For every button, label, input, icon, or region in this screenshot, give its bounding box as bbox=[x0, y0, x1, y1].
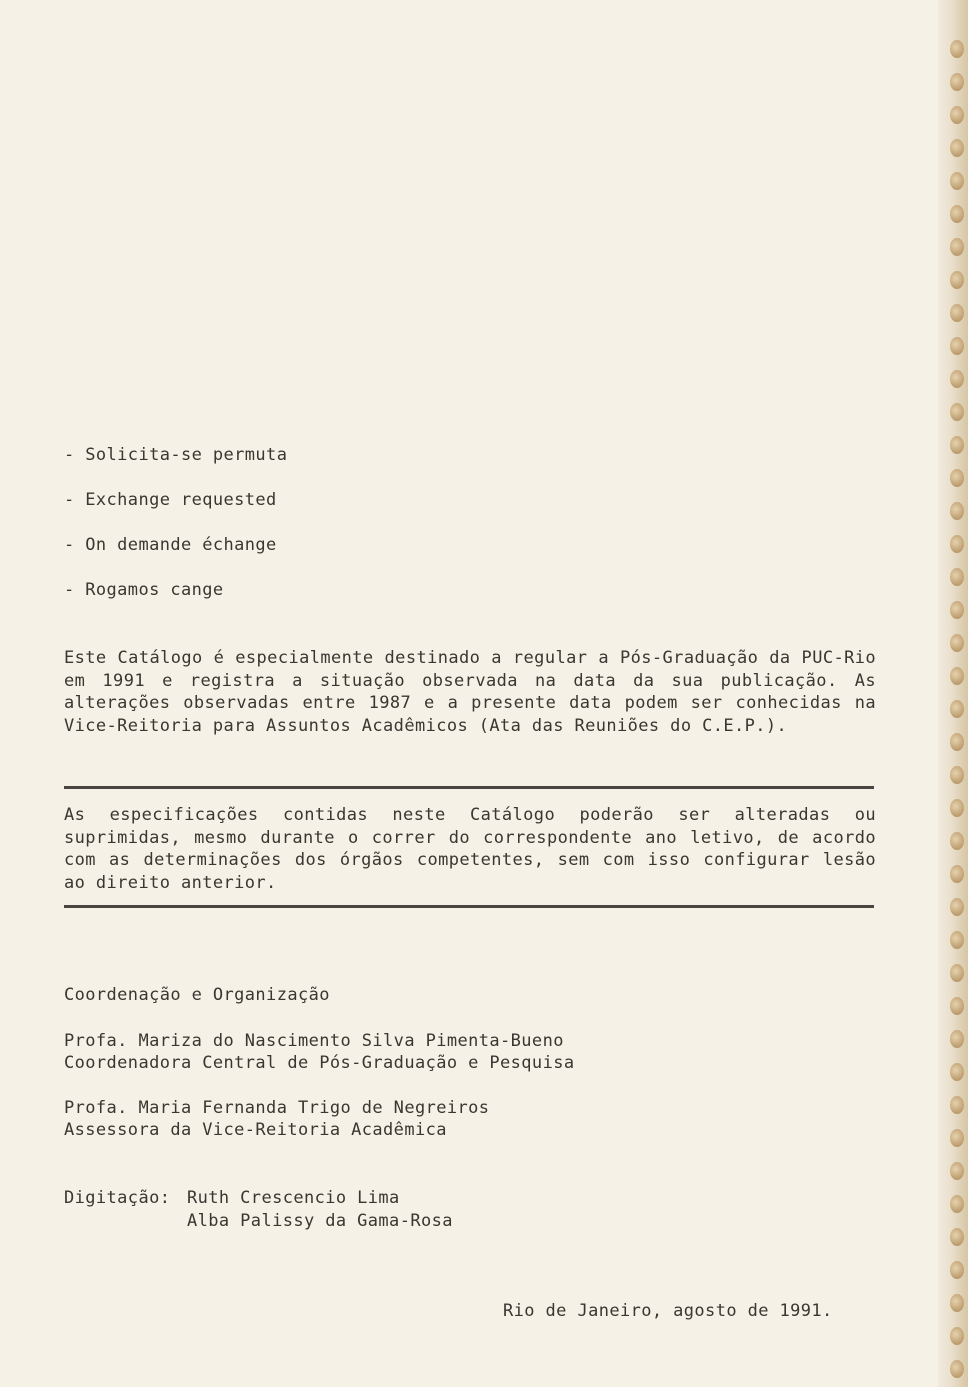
binding-hole bbox=[950, 370, 964, 388]
binding-hole bbox=[950, 601, 964, 619]
binding-hole bbox=[950, 271, 964, 289]
binding-hole bbox=[950, 634, 964, 652]
binding-hole bbox=[950, 1228, 964, 1246]
binding-hole bbox=[950, 535, 964, 553]
binding-hole bbox=[950, 106, 964, 124]
binding-hole bbox=[950, 799, 964, 817]
disclaimer-paragraph: As especificações contidas neste Catálogo poderão ser alteradas ou suprimidas, mesmo durante o correr do correspondente ano letivo, de acordo com as determinações dos órgãos competentes, sem com isso configurar lesão ao direito anterior. bbox=[64, 805, 876, 893]
binding-hole bbox=[950, 502, 964, 520]
binding-hole bbox=[950, 898, 964, 916]
typing-label: Digitação: bbox=[64, 1188, 171, 1208]
exchange-note-fr: - On demande échange bbox=[64, 535, 277, 555]
binding-hole bbox=[950, 964, 964, 982]
binding-hole bbox=[950, 733, 964, 751]
exchange-note-pt: - Solicita-se permuta bbox=[64, 445, 288, 465]
exchange-note-es: - Rogamos cange bbox=[64, 580, 224, 600]
binding-hole bbox=[950, 1030, 964, 1048]
binding-hole bbox=[950, 832, 964, 850]
binding-hole bbox=[950, 172, 964, 190]
typist-1: Ruth Crescencio Lima bbox=[187, 1188, 400, 1208]
binding-hole bbox=[950, 931, 964, 949]
binding-hole bbox=[950, 766, 964, 784]
binding-hole bbox=[950, 337, 964, 355]
binding-hole bbox=[950, 700, 964, 718]
coordinator-name: Profa. Mariza do Nascimento Silva Pimenta-Bueno bbox=[64, 1031, 564, 1051]
binding-hole bbox=[950, 997, 964, 1015]
coordination-heading: Coordenação e Organização bbox=[64, 985, 330, 1005]
place-date: Rio de Janeiro, agosto de 1991. bbox=[503, 1301, 833, 1321]
binding-hole bbox=[950, 667, 964, 685]
binding-hole bbox=[950, 73, 964, 91]
binding-hole bbox=[950, 1063, 964, 1081]
binding-hole bbox=[950, 1195, 964, 1213]
binding-hole bbox=[950, 1327, 964, 1345]
divider-top bbox=[64, 786, 874, 789]
coordinator-role: Coordenadora Central de Pós-Graduação e Pesquisa bbox=[64, 1053, 575, 1073]
catalog-note-paragraph: Este Catálogo é especialmente destinado a regular a Pós-Graduação da PUC-Rio em 1991 e registra a situação observada na data da sua publicação. As alterações observadas entre 1987 e a presente data podem ser conhecidas na Vice-Reitoria para Assuntos Acadêmicos (Ata das Reuniões do C.E.P.). bbox=[64, 648, 876, 736]
spiral-binding bbox=[938, 0, 968, 1387]
binding-hole bbox=[950, 1360, 964, 1378]
binding-hole bbox=[950, 403, 964, 421]
binding-hole bbox=[950, 1129, 964, 1147]
exchange-note-en: - Exchange requested bbox=[64, 490, 277, 510]
advisor-name: Profa. Maria Fernanda Trigo de Negreiros bbox=[64, 1098, 490, 1118]
binding-hole bbox=[950, 1162, 964, 1180]
binding-hole bbox=[950, 469, 964, 487]
binding-hole bbox=[950, 139, 964, 157]
binding-hole bbox=[950, 205, 964, 223]
binding-hole bbox=[950, 865, 964, 883]
binding-hole bbox=[950, 1261, 964, 1279]
typist-2: Alba Palissy da Gama-Rosa bbox=[187, 1211, 453, 1231]
binding-hole bbox=[950, 1294, 964, 1312]
binding-hole bbox=[950, 436, 964, 454]
binding-hole bbox=[950, 304, 964, 322]
binding-hole bbox=[950, 1096, 964, 1114]
advisor-role: Assessora da Vice-Reitoria Acadêmica bbox=[64, 1120, 447, 1140]
binding-hole bbox=[950, 40, 964, 58]
divider-bottom bbox=[64, 905, 874, 908]
binding-hole bbox=[950, 568, 964, 586]
binding-hole bbox=[950, 238, 964, 256]
